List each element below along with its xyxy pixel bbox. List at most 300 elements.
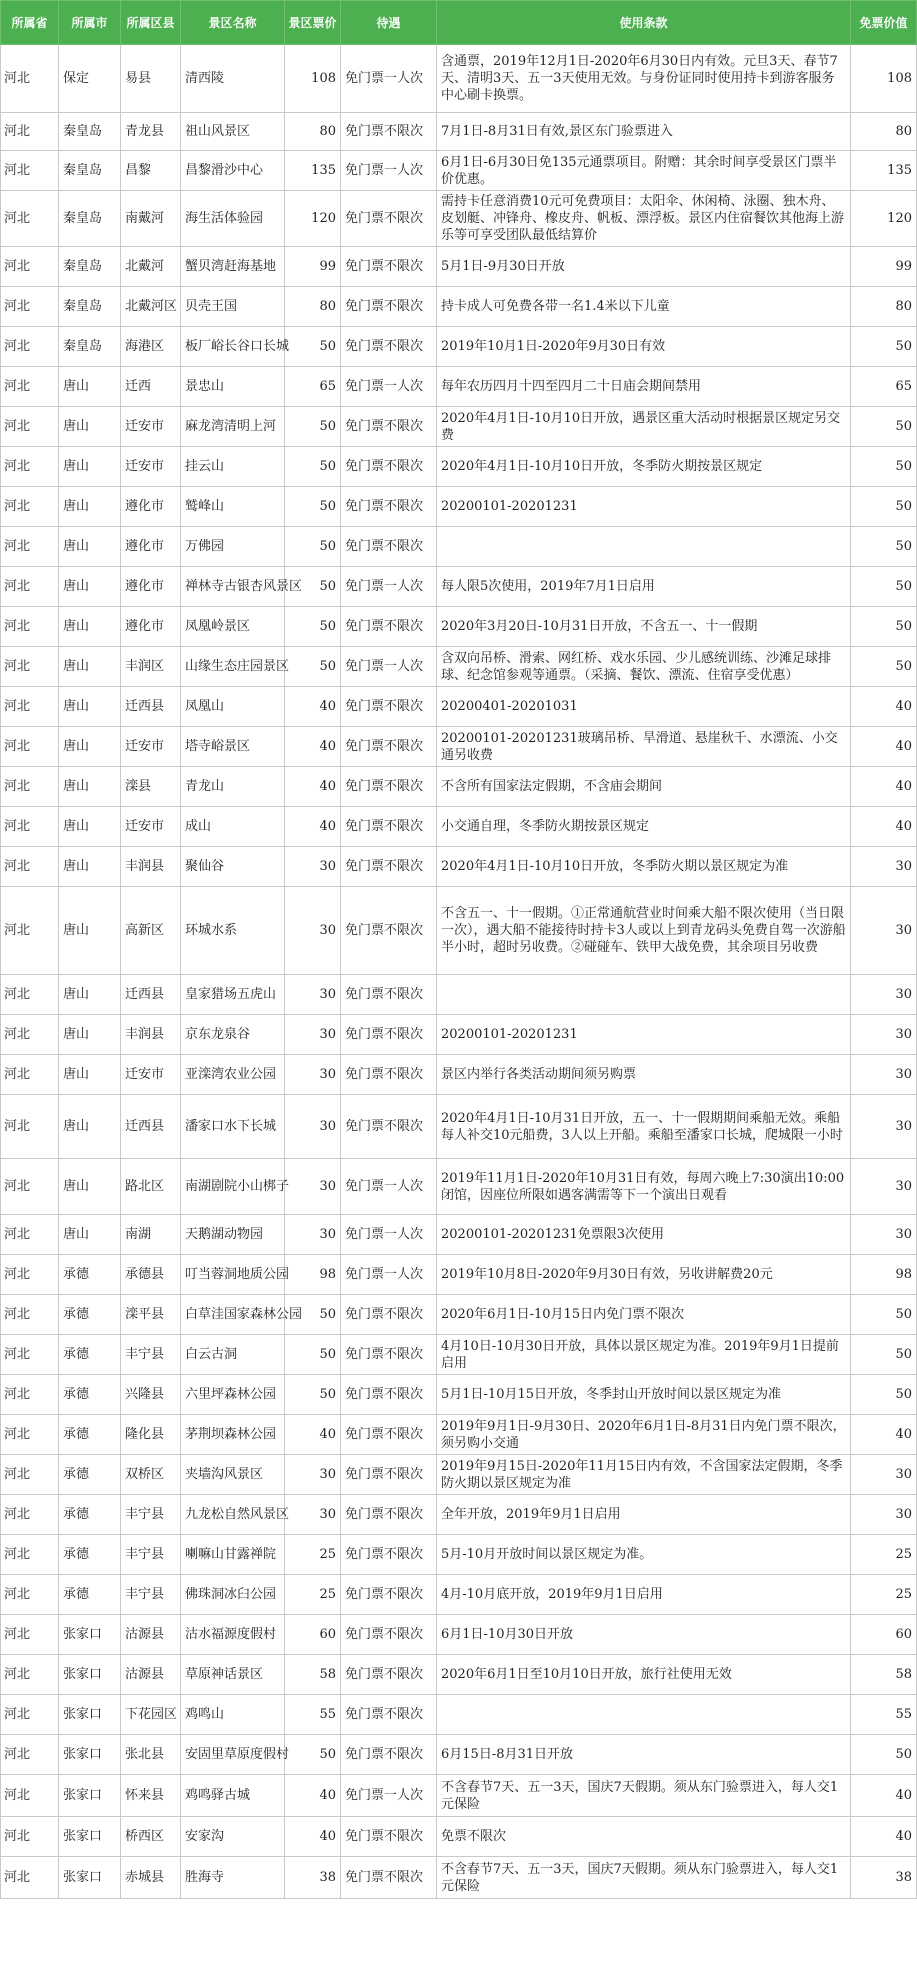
cell-free-value: 108 [851, 45, 917, 113]
cell-terms: 景区内举行各类活动期间须另购票 [437, 1055, 851, 1095]
cell-scenic-name: 青龙山 [181, 767, 285, 807]
cell-city: 承德 [59, 1535, 121, 1575]
cell-free-value: 50 [851, 527, 917, 567]
cell-terms: 20200401-20201031 [437, 687, 851, 727]
cell-terms: 2019年10月8日-2020年9月30日有效，另收讲解费20元 [437, 1255, 851, 1295]
cell-terms [437, 975, 851, 1015]
cell-free-value: 50 [851, 447, 917, 487]
cell-province: 河北 [1, 1495, 59, 1535]
cell-terms: 7月1日-8月31日有效,景区东门验票进入 [437, 113, 851, 151]
cell-ticket-price: 30 [285, 887, 341, 975]
header-city: 所属市 [59, 1, 121, 45]
cell-city: 唐山 [59, 407, 121, 447]
cell-province: 河北 [1, 113, 59, 151]
cell-county: 丰润县 [121, 1015, 181, 1055]
cell-province: 河北 [1, 1375, 59, 1415]
cell-province: 河北 [1, 1015, 59, 1055]
cell-county: 遵化市 [121, 527, 181, 567]
cell-ticket-price: 120 [285, 191, 341, 247]
cell-treatment: 免门票不限次 [341, 1095, 437, 1159]
cell-free-value: 40 [851, 687, 917, 727]
cell-treatment: 免门票不限次 [341, 1455, 437, 1495]
cell-city: 张家口 [59, 1775, 121, 1817]
cell-county: 北戴河区 [121, 287, 181, 327]
cell-terms: 4月10日-10月30日开放，具体以景区规定为准。2019年9月1日提前启用 [437, 1335, 851, 1375]
cell-scenic-name: 万佛园 [181, 527, 285, 567]
cell-treatment: 免门票一人次 [341, 1159, 437, 1215]
cell-free-value: 30 [851, 847, 917, 887]
table-row [1, 1159, 917, 1215]
table-row [1, 1215, 917, 1255]
cell-ticket-price: 38 [285, 1857, 341, 1899]
cell-scenic-name: 成山 [181, 807, 285, 847]
cell-province: 河北 [1, 487, 59, 527]
table-row [1, 1735, 917, 1775]
cell-terms: 5月1日-10月15日开放，冬季封山开放时间以景区规定为准 [437, 1375, 851, 1415]
cell-terms: 含双向吊桥、滑索、网红桥、戏水乐园、少儿感统训练、沙滩足球排球、纪念馆参观等通票。（采摘、餐饮、漂流、住宿享受优惠） [437, 647, 851, 687]
cell-scenic-name: 沽水福源度假村 [181, 1615, 285, 1655]
cell-ticket-price: 50 [285, 1335, 341, 1375]
cell-treatment: 免门票不限次 [341, 687, 437, 727]
cell-county: 赤城县 [121, 1857, 181, 1899]
cell-treatment: 免门票一人次 [341, 567, 437, 607]
cell-treatment: 免门票不限次 [341, 1655, 437, 1695]
cell-ticket-price: 40 [285, 767, 341, 807]
cell-province: 河北 [1, 727, 59, 767]
cell-terms: 20200101-20201231 [437, 1015, 851, 1055]
cell-terms: 持卡成人可免费各带一名1.4米以下儿童 [437, 287, 851, 327]
cell-province: 河北 [1, 191, 59, 247]
table-row [1, 567, 917, 607]
cell-treatment: 免门票不限次 [341, 847, 437, 887]
cell-province: 河北 [1, 567, 59, 607]
table-row [1, 1015, 917, 1055]
cell-scenic-name: 祖山风景区 [181, 113, 285, 151]
cell-treatment: 免门票不限次 [341, 767, 437, 807]
table-row [1, 1495, 917, 1535]
cell-free-value: 50 [851, 647, 917, 687]
cell-county: 遵化市 [121, 607, 181, 647]
table-row [1, 1695, 917, 1735]
table-row [1, 887, 917, 975]
cell-ticket-price: 50 [285, 407, 341, 447]
cell-treatment: 免门票一人次 [341, 1255, 437, 1295]
table-row [1, 1255, 917, 1295]
cell-treatment: 免门票不限次 [341, 1335, 437, 1375]
cell-scenic-name: 蟹贝湾赶海基地 [181, 247, 285, 287]
cell-treatment: 免门票不限次 [341, 527, 437, 567]
cell-province: 河北 [1, 1655, 59, 1695]
cell-treatment: 免门票不限次 [341, 1055, 437, 1095]
table-row [1, 1095, 917, 1159]
cell-ticket-price: 25 [285, 1535, 341, 1575]
cell-treatment: 免门票不限次 [341, 191, 437, 247]
cell-free-value: 40 [851, 807, 917, 847]
cell-province: 河北 [1, 767, 59, 807]
cell-province: 河北 [1, 847, 59, 887]
cell-treatment: 免门票一人次 [341, 1215, 437, 1255]
table-row [1, 45, 917, 113]
cell-treatment: 免门票不限次 [341, 1375, 437, 1415]
cell-free-value: 25 [851, 1535, 917, 1575]
cell-treatment: 免门票一人次 [341, 151, 437, 191]
cell-treatment: 免门票不限次 [341, 975, 437, 1015]
cell-county: 丰润区 [121, 647, 181, 687]
cell-free-value: 58 [851, 1655, 917, 1695]
cell-scenic-name: 禅林寺古银杏风景区 [181, 567, 285, 607]
cell-treatment: 免门票不限次 [341, 113, 437, 151]
table-row [1, 1295, 917, 1335]
cell-terms: 20200101-20201231免票限3次使用 [437, 1215, 851, 1255]
cell-ticket-price: 60 [285, 1615, 341, 1655]
cell-scenic-name: 草原神话景区 [181, 1655, 285, 1695]
cell-city: 唐山 [59, 1159, 121, 1215]
table-row [1, 727, 917, 767]
table-row [1, 247, 917, 287]
cell-city: 承德 [59, 1375, 121, 1415]
cell-county: 沽源县 [121, 1615, 181, 1655]
cell-treatment: 免门票不限次 [341, 247, 437, 287]
cell-county: 丰宁县 [121, 1575, 181, 1615]
cell-scenic-name: 潘家口水下长城 [181, 1095, 285, 1159]
cell-free-value: 40 [851, 1415, 917, 1455]
cell-province: 河北 [1, 1295, 59, 1335]
cell-city: 秦皇岛 [59, 151, 121, 191]
cell-ticket-price: 30 [285, 975, 341, 1015]
cell-free-value: 50 [851, 407, 917, 447]
cell-treatment: 免门票不限次 [341, 1857, 437, 1899]
cell-treatment: 免门票不限次 [341, 887, 437, 975]
cell-ticket-price: 50 [285, 607, 341, 647]
cell-ticket-price: 30 [285, 1015, 341, 1055]
cell-terms: 不含春节7天、五一3天，国庆7天假期。须从东门验票进入，每人交1元保险 [437, 1857, 851, 1899]
cell-county: 滦平县 [121, 1295, 181, 1335]
cell-terms: 不含五一、十一假期。①正常通航营业时间乘大船不限次使用（当日限一次），遇大船不能接待时持卡3人或以上到青龙码头免费自驾一次游船半小时，超时另收费。②碰碰车、铁甲大战免费，其余项目另收费 [437, 887, 851, 975]
cell-scenic-name: 挂云山 [181, 447, 285, 487]
cell-county: 昌黎 [121, 151, 181, 191]
table-row [1, 327, 917, 367]
cell-city: 承德 [59, 1575, 121, 1615]
cell-city: 秦皇岛 [59, 327, 121, 367]
cell-county: 双桥区 [121, 1455, 181, 1495]
cell-ticket-price: 65 [285, 367, 341, 407]
cell-scenic-name: 叮当蓉洞地质公园 [181, 1255, 285, 1295]
cell-city: 承德 [59, 1335, 121, 1375]
cell-scenic-name: 聚仙谷 [181, 847, 285, 887]
cell-free-value: 50 [851, 1375, 917, 1415]
cell-city: 承德 [59, 1295, 121, 1335]
cell-province: 河北 [1, 1335, 59, 1375]
cell-free-value: 40 [851, 727, 917, 767]
header-province: 所属省 [1, 1, 59, 45]
cell-province: 河北 [1, 1055, 59, 1095]
cell-free-value: 30 [851, 1055, 917, 1095]
cell-scenic-name: 鸡鸣山 [181, 1695, 285, 1735]
cell-county: 丰润县 [121, 847, 181, 887]
cell-ticket-price: 40 [285, 807, 341, 847]
cell-scenic-name: 鹫峰山 [181, 487, 285, 527]
cell-terms: 2019年11月1日-2020年10月31日有效，每周六晚上7:30演出10:00闭馆，因座位所限如遇客满需等下一个演出日观看 [437, 1159, 851, 1215]
cell-terms [437, 527, 851, 567]
table-row [1, 1455, 917, 1495]
cell-terms: 不含春节7天、五一3天，国庆7天假期。须从东门验票进入，每人交1元保险 [437, 1775, 851, 1817]
cell-province: 河北 [1, 1415, 59, 1455]
cell-city: 保定 [59, 45, 121, 113]
cell-ticket-price: 58 [285, 1655, 341, 1695]
cell-free-value: 120 [851, 191, 917, 247]
cell-terms: 2019年9月15日-2020年11月15日内有效，不含国家法定假期，冬季防火期以景区规定为准 [437, 1455, 851, 1495]
cell-scenic-name: 亚滦湾农业公园 [181, 1055, 285, 1095]
cell-terms: 需持卡任意消费10元可免费项目：太阳伞、休闲椅、泳圈、独木舟、皮划艇、冲锋舟、橡皮舟、帆板、漂浮板。景区内住宿餐饮其他海上游乐等可享受团队最低结算价 [437, 191, 851, 247]
cell-ticket-price: 40 [285, 1415, 341, 1455]
cell-province: 河北 [1, 1095, 59, 1159]
cell-province: 河北 [1, 447, 59, 487]
cell-city: 秦皇岛 [59, 113, 121, 151]
cell-ticket-price: 50 [285, 647, 341, 687]
cell-county: 南湖 [121, 1215, 181, 1255]
table-row [1, 113, 917, 151]
cell-scenic-name: 夹墙沟风景区 [181, 1455, 285, 1495]
cell-free-value: 50 [851, 567, 917, 607]
cell-ticket-price: 40 [285, 1817, 341, 1857]
cell-treatment: 免门票不限次 [341, 1575, 437, 1615]
cell-ticket-price: 99 [285, 247, 341, 287]
cell-city: 唐山 [59, 767, 121, 807]
cell-terms: 2019年9月1日-9月30日、2020年6月1日-8月31日内免门票不限次，须另购小交通 [437, 1415, 851, 1455]
table-row [1, 1335, 917, 1375]
table-row [1, 1535, 917, 1575]
cell-ticket-price: 50 [285, 327, 341, 367]
cell-free-value: 80 [851, 113, 917, 151]
cell-free-value: 65 [851, 367, 917, 407]
cell-county: 兴隆县 [121, 1375, 181, 1415]
cell-province: 河北 [1, 687, 59, 727]
cell-city: 张家口 [59, 1615, 121, 1655]
cell-county: 迁西 [121, 367, 181, 407]
cell-scenic-name: 茅荆坝森林公园 [181, 1415, 285, 1455]
cell-county: 张北县 [121, 1735, 181, 1775]
cell-province: 河北 [1, 327, 59, 367]
cell-terms: 6月1日-10月30日开放 [437, 1615, 851, 1655]
cell-ticket-price: 135 [285, 151, 341, 191]
cell-treatment: 免门票不限次 [341, 407, 437, 447]
cell-scenic-name: 皇家猎场五虎山 [181, 975, 285, 1015]
cell-province: 河北 [1, 407, 59, 447]
cell-county: 路北区 [121, 1159, 181, 1215]
cell-city: 唐山 [59, 607, 121, 647]
cell-treatment: 免门票不限次 [341, 807, 437, 847]
cell-ticket-price: 40 [285, 687, 341, 727]
cell-province: 河北 [1, 1575, 59, 1615]
cell-terms: 6月15日-8月31日开放 [437, 1735, 851, 1775]
cell-county: 怀来县 [121, 1775, 181, 1817]
cell-free-value: 50 [851, 1735, 917, 1775]
cell-terms [437, 1695, 851, 1735]
cell-free-value: 40 [851, 1817, 917, 1857]
cell-city: 唐山 [59, 487, 121, 527]
cell-treatment: 免门票不限次 [341, 447, 437, 487]
cell-treatment: 免门票不限次 [341, 1615, 437, 1655]
cell-scenic-name: 贝壳王国 [181, 287, 285, 327]
cell-city: 秦皇岛 [59, 191, 121, 247]
cell-free-value: 50 [851, 327, 917, 367]
cell-county: 易县 [121, 45, 181, 113]
cell-province: 河北 [1, 607, 59, 647]
cell-ticket-price: 50 [285, 487, 341, 527]
table-row [1, 1575, 917, 1615]
cell-scenic-name: 六里坪森林公园 [181, 1375, 285, 1415]
cell-scenic-name: 清西陵 [181, 45, 285, 113]
cell-city: 唐山 [59, 447, 121, 487]
cell-city: 唐山 [59, 847, 121, 887]
table-row [1, 1415, 917, 1455]
cell-province: 河北 [1, 1615, 59, 1655]
cell-scenic-name: 喇嘛山甘露禅院 [181, 1535, 285, 1575]
table-header-row [1, 1, 917, 45]
cell-terms: 2020年6月1日至10月10日开放，旅行社使用无效 [437, 1655, 851, 1695]
cell-terms: 2020年4月1日-10月31日开放，五一、十一假期期间乘船无效。乘船每人补交10元船费，3人以上开船。乘船至潘家口长城，爬城限一小时 [437, 1095, 851, 1159]
cell-scenic-name: 凤凰山 [181, 687, 285, 727]
table-row [1, 287, 917, 327]
cell-county: 海港区 [121, 327, 181, 367]
cell-scenic-name: 景忠山 [181, 367, 285, 407]
cell-county: 丰宁县 [121, 1335, 181, 1375]
cell-scenic-name: 凤凰岭景区 [181, 607, 285, 647]
table-row [1, 607, 917, 647]
header-ticket-price: 景区票价 [285, 1, 341, 45]
cell-county: 隆化县 [121, 1415, 181, 1455]
table-row [1, 1775, 917, 1817]
cell-city: 张家口 [59, 1857, 121, 1899]
cell-ticket-price: 40 [285, 1775, 341, 1817]
cell-terms: 每年农历四月十四至四月二十日庙会期间禁用 [437, 367, 851, 407]
table-row [1, 807, 917, 847]
table-row [1, 767, 917, 807]
cell-treatment: 免门票一人次 [341, 1775, 437, 1817]
cell-treatment: 免门票不限次 [341, 287, 437, 327]
cell-province: 河北 [1, 807, 59, 847]
cell-ticket-price: 30 [285, 1055, 341, 1095]
table-row [1, 975, 917, 1015]
cell-scenic-name: 九龙松自然风景区 [181, 1495, 285, 1535]
cell-scenic-name: 京东龙泉谷 [181, 1015, 285, 1055]
cell-county: 南戴河 [121, 191, 181, 247]
table-row [1, 191, 917, 247]
cell-scenic-name: 板厂峪长谷口长城 [181, 327, 285, 367]
cell-ticket-price: 50 [285, 567, 341, 607]
cell-city: 唐山 [59, 647, 121, 687]
cell-treatment: 免门票不限次 [341, 1415, 437, 1455]
cell-province: 河北 [1, 247, 59, 287]
cell-ticket-price: 30 [285, 1215, 341, 1255]
cell-scenic-name: 麻龙湾清明上河 [181, 407, 285, 447]
cell-free-value: 30 [851, 1095, 917, 1159]
cell-terms: 2020年4月1日-10月10日开放，遇景区重大活动时根据景区规定另交费 [437, 407, 851, 447]
cell-ticket-price: 25 [285, 1575, 341, 1615]
cell-free-value: 60 [851, 1615, 917, 1655]
cell-province: 河北 [1, 1735, 59, 1775]
cell-ticket-price: 98 [285, 1255, 341, 1295]
cell-terms: 免票不限次 [437, 1817, 851, 1857]
header-free-value: 免票价值 [851, 1, 917, 45]
cell-city: 唐山 [59, 807, 121, 847]
cell-free-value: 99 [851, 247, 917, 287]
cell-free-value: 30 [851, 1455, 917, 1495]
cell-province: 河北 [1, 647, 59, 687]
header-treatment: 待遇 [341, 1, 437, 45]
cell-free-value: 30 [851, 1015, 917, 1055]
cell-ticket-price: 40 [285, 727, 341, 767]
cell-province: 河北 [1, 1215, 59, 1255]
table-row [1, 527, 917, 567]
cell-scenic-name: 白云古洞 [181, 1335, 285, 1375]
table-row [1, 1375, 917, 1415]
cell-terms: 含通票，2019年12月1日-2020年6月30日内有效。元旦3天、春节7天、清明3天、五一3天使用无效。与身份证同时使用持卡到游客服务中心刷卡换票。 [437, 45, 851, 113]
cell-terms: 20200101-20201231玻璃吊桥、旱滑道、悬崖秋千、水漂流、小交通另收费 [437, 727, 851, 767]
cell-county: 丰宁县 [121, 1535, 181, 1575]
cell-free-value: 38 [851, 1857, 917, 1899]
cell-county: 北戴河 [121, 247, 181, 287]
cell-treatment: 免门票不限次 [341, 1695, 437, 1735]
cell-free-value: 40 [851, 767, 917, 807]
cell-city: 唐山 [59, 727, 121, 767]
cell-terms: 5月1日-9月30日开放 [437, 247, 851, 287]
cell-county: 迁西县 [121, 687, 181, 727]
cell-scenic-name: 天鹅湖动物园 [181, 1215, 285, 1255]
cell-city: 承德 [59, 1495, 121, 1535]
cell-treatment: 免门票不限次 [341, 727, 437, 767]
cell-county: 高新区 [121, 887, 181, 975]
cell-province: 河北 [1, 151, 59, 191]
cell-county: 遵化市 [121, 487, 181, 527]
cell-scenic-name: 山缘生态庄园景区 [181, 647, 285, 687]
table-body [1, 45, 917, 1899]
cell-scenic-name: 海生活体验园 [181, 191, 285, 247]
cell-county: 迁安市 [121, 807, 181, 847]
cell-city: 张家口 [59, 1817, 121, 1857]
cell-ticket-price: 50 [285, 1375, 341, 1415]
cell-terms: 2020年4月1日-10月10日开放，冬季防火期按景区规定 [437, 447, 851, 487]
cell-province: 河北 [1, 1255, 59, 1295]
cell-free-value: 30 [851, 1215, 917, 1255]
cell-city: 秦皇岛 [59, 287, 121, 327]
table-row [1, 487, 917, 527]
cell-province: 河北 [1, 1535, 59, 1575]
cell-terms: 5月-10月开放时间以景区规定为准。 [437, 1535, 851, 1575]
cell-county: 迁安市 [121, 447, 181, 487]
cell-city: 张家口 [59, 1735, 121, 1775]
cell-ticket-price: 50 [285, 527, 341, 567]
cell-scenic-name: 安固里草原度假村 [181, 1735, 285, 1775]
cell-treatment: 免门票一人次 [341, 647, 437, 687]
cell-free-value: 80 [851, 287, 917, 327]
cell-terms: 20200101-20201231 [437, 487, 851, 527]
cell-terms: 小交通自理，冬季防火期按景区规定 [437, 807, 851, 847]
cell-scenic-name: 安家沟 [181, 1817, 285, 1857]
cell-scenic-name: 胜海寺 [181, 1857, 285, 1899]
cell-treatment: 免门票不限次 [341, 607, 437, 647]
cell-province: 河北 [1, 1775, 59, 1817]
cell-ticket-price: 80 [285, 113, 341, 151]
cell-terms: 2020年6月1日-10月15日内免门票不限次 [437, 1295, 851, 1335]
cell-free-value: 50 [851, 1335, 917, 1375]
cell-ticket-price: 50 [285, 1735, 341, 1775]
cell-ticket-price: 55 [285, 1695, 341, 1735]
cell-county: 承德县 [121, 1255, 181, 1295]
cell-ticket-price: 50 [285, 1295, 341, 1335]
cell-ticket-price: 108 [285, 45, 341, 113]
table-row [1, 1857, 917, 1899]
